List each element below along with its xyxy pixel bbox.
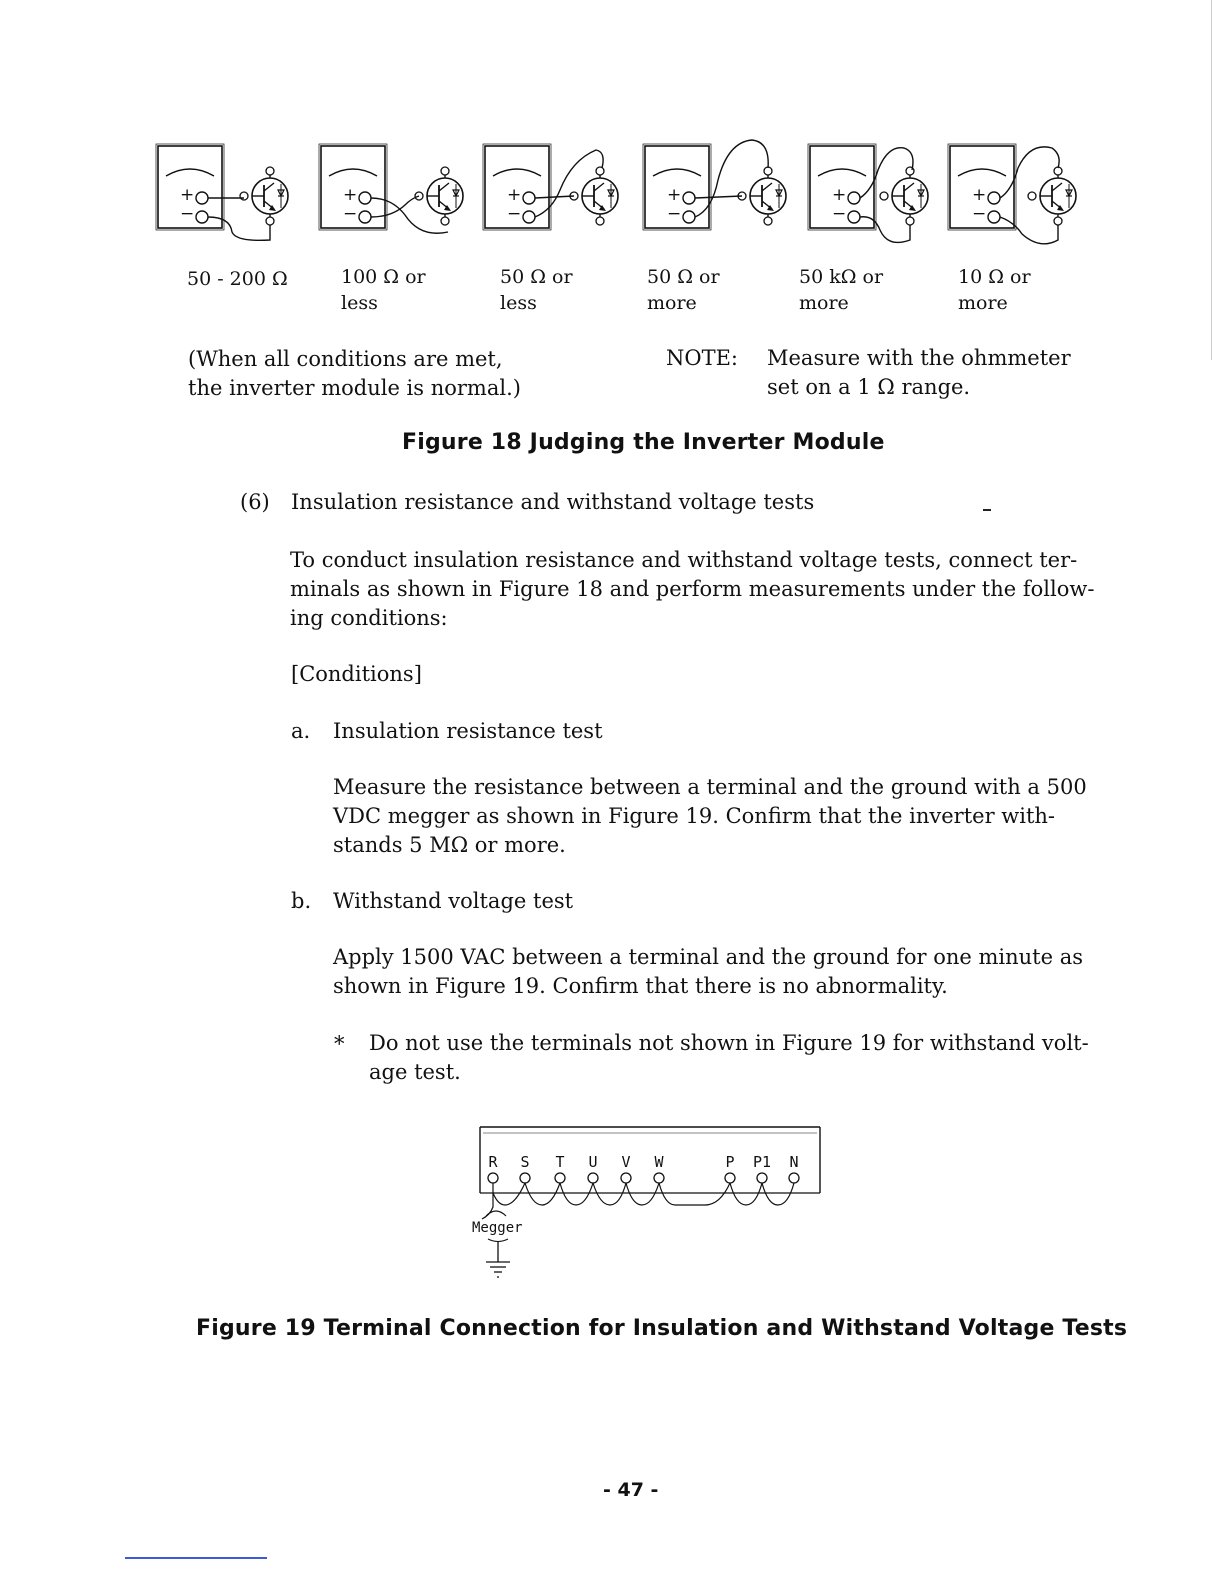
meter-5-terminal-labels: + − xyxy=(832,185,847,224)
page-number: - 47 - xyxy=(603,1479,659,1501)
transistor-5 xyxy=(880,167,928,225)
figure-19-diagram xyxy=(460,1115,830,1290)
meter-1-terminal-labels: + − xyxy=(180,185,195,224)
terminal-r xyxy=(488,1173,498,1183)
panel-3-value: 50 Ω or less xyxy=(500,266,573,314)
terminal-v xyxy=(621,1173,631,1183)
transistor-1 xyxy=(240,167,288,225)
figure-18-caption: Figure 18 Judging the Inverter Module xyxy=(402,430,885,455)
terminal-label-w: W xyxy=(654,1153,664,1171)
meter-2-terminal-labels: + − xyxy=(343,185,358,224)
section-number: (6) xyxy=(240,490,270,514)
withstand-note: Do not use the terminals not shown in Figure 19 for withstand volt- age test. xyxy=(369,1031,1089,1084)
transistor-4 xyxy=(738,167,786,225)
terminal-u xyxy=(588,1173,598,1183)
ground-icon xyxy=(486,1262,510,1277)
condition-note: (When all conditions are met, the inverter module is normal.) xyxy=(188,347,521,400)
megger-label: Megger xyxy=(472,1220,523,1236)
item-a-title: Insulation resistance test xyxy=(333,719,603,743)
item-b-marker: b. xyxy=(291,889,312,913)
note-label: NOTE: xyxy=(666,346,739,370)
terminal-label-p: P xyxy=(725,1153,735,1171)
item-b-body: Apply 1500 VAC between a terminal and the ground for one minute as shown in Figure 19. Confirm that there is no abnormality. xyxy=(333,945,1084,998)
terminal-label-p1: P1 xyxy=(752,1153,772,1171)
panel-2-value: 100 Ω or less xyxy=(341,266,426,314)
megger-dial-arc xyxy=(486,1211,506,1216)
meter-6-terminal-labels: + − xyxy=(972,185,987,224)
scan-mark xyxy=(983,509,991,511)
conditions-label: [Conditions] xyxy=(291,662,422,686)
terminal-label-n: N xyxy=(789,1153,799,1171)
terminal-label-s: S xyxy=(520,1153,530,1171)
note-asterisk: * xyxy=(334,1032,345,1056)
meter-3-terminal-labels: + − xyxy=(507,185,522,224)
panel-6-value: 10 Ω or more xyxy=(958,266,1031,314)
terminal-w xyxy=(654,1173,664,1183)
terminal-label-r: R xyxy=(488,1153,498,1171)
footer-rule xyxy=(125,1557,267,1559)
terminal-s xyxy=(520,1173,530,1183)
terminal-n xyxy=(789,1173,799,1183)
figure-18-diagram xyxy=(0,0,1224,330)
item-b-title: Withstand voltage test xyxy=(333,889,574,913)
panel-5-value: 50 kΩ or more xyxy=(799,266,884,314)
transistor-3 xyxy=(570,167,618,225)
item-a-marker: a. xyxy=(291,719,311,743)
section-intro: To conduct insulation resistance and withstand voltage tests, connect ter- minals as shown in Figure 18 and perform measurements under the follow- ing conditions: xyxy=(290,548,1095,630)
terminal-p1 xyxy=(757,1173,767,1183)
section-title: Insulation resistance and withstand voltage tests xyxy=(291,490,815,514)
terminal-p xyxy=(725,1173,735,1183)
terminal-label-u: U xyxy=(588,1153,598,1171)
terminal-t xyxy=(555,1173,565,1183)
panel-1-value: 50 - 200 Ω xyxy=(187,268,288,290)
transistor-6 xyxy=(1028,167,1076,225)
jumper-wires xyxy=(482,1183,794,1219)
note-text: Measure with the ohmmeter set on a 1 Ω range. xyxy=(767,346,1071,399)
terminal-label-v: V xyxy=(621,1153,631,1171)
megger-lead-arc xyxy=(488,1239,508,1242)
transistor-2 xyxy=(415,167,463,225)
panel-4-value: 50 Ω or more xyxy=(647,266,720,314)
meter-4-terminal-labels: + − xyxy=(667,185,682,224)
terminal-label-t: T xyxy=(555,1153,565,1171)
figure-19-caption: Figure 19 Terminal Connection for Insulation and Withstand Voltage Tests xyxy=(196,1316,1128,1341)
item-a-body: Measure the resistance between a terminal and the ground with a 500 VDC megger as shown in Figure 19. Confirm that the inverter with- stands 5 MΩ or more. xyxy=(333,775,1087,857)
